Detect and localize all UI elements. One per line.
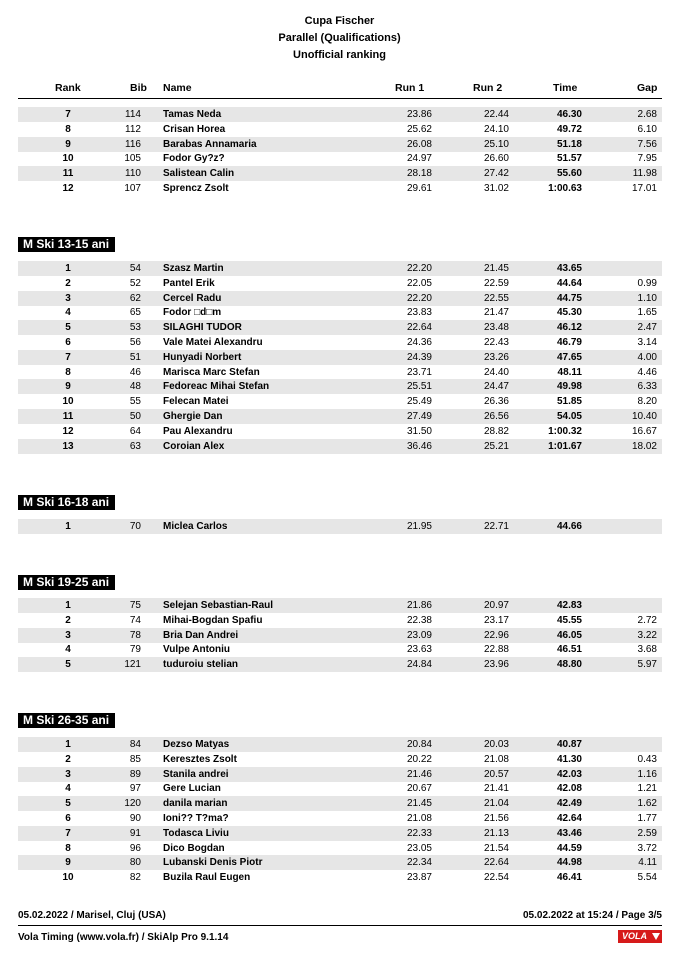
cell-bib: 54 <box>129 263 141 274</box>
cell-name: Szasz Martin <box>163 263 224 274</box>
cell-gap: 11.98 <box>632 168 657 180</box>
cell-run1: 22.64 <box>406 322 432 334</box>
cell-time: 51.18 <box>556 138 582 150</box>
table-row <box>18 107 662 122</box>
cell-bib: 50 <box>129 411 141 422</box>
cell-time: 46.41 <box>556 872 582 884</box>
cell-run1: 22.38 <box>406 614 432 626</box>
cell-name: Coroian Alex <box>163 440 225 452</box>
cell-rank: 8 <box>65 123 71 135</box>
cell-time: 42.08 <box>556 783 582 795</box>
cell-bib: 120 <box>124 798 141 810</box>
cell-bib: 75 <box>129 600 141 611</box>
cell-run2: 21.41 <box>483 783 509 795</box>
cell-gap: 6.33 <box>637 381 657 393</box>
cell-run1: 31.50 <box>406 425 432 437</box>
cell-bib: 116 <box>125 138 141 150</box>
cell-run1: 25.49 <box>406 396 432 408</box>
cell-rank: 10 <box>62 872 74 884</box>
cell-time: 44.59 <box>556 842 582 854</box>
cell-run2: 22.64 <box>483 857 509 869</box>
cell-name: danila marian <box>163 798 228 810</box>
cell-gap: 8.20 <box>637 396 657 408</box>
cell-run1: 36.46 <box>406 440 432 452</box>
cell-rank: 5 <box>65 798 71 810</box>
cell-time: 47.65 <box>556 351 582 363</box>
cell-bib: 51 <box>129 351 141 363</box>
table-row <box>18 350 662 365</box>
cell-time: 51.57 <box>556 153 582 165</box>
cell-rank: 8 <box>65 842 71 854</box>
cell-bib: 48 <box>129 381 141 393</box>
cell-rank: 4 <box>65 783 71 795</box>
cell-bib: 55 <box>129 396 141 408</box>
table-row <box>18 379 662 394</box>
cell-gap: 2.47 <box>637 322 657 334</box>
cell-gap: 3.68 <box>637 644 657 656</box>
cell-run1: 23.05 <box>406 842 432 854</box>
cell-run2: 23.17 <box>483 614 509 626</box>
cell-run2: 20.03 <box>483 739 509 750</box>
cell-bib: 64 <box>129 425 141 437</box>
cell-run2: 20.57 <box>483 768 509 780</box>
cell-time: 49.72 <box>556 123 582 135</box>
cell-time: 48.11 <box>557 366 582 378</box>
page-subtitle: Parallel (Qualifications) <box>278 32 401 44</box>
cell-run1: 22.34 <box>406 857 432 869</box>
cell-rank: 7 <box>65 351 71 363</box>
cell-run2: 20.97 <box>483 600 509 611</box>
cell-name: Dico Bogdan <box>163 842 225 854</box>
cell-gap: 0.43 <box>637 753 657 765</box>
cell-time: 46.30 <box>556 109 582 120</box>
ranking-status: Unofficial ranking <box>293 49 386 61</box>
cell-name: Selejan Sebastian-Raul <box>163 600 274 611</box>
cell-time: 42.83 <box>556 600 582 611</box>
cell-run1: 24.97 <box>406 153 432 165</box>
cell-name: Pantel Erik <box>163 277 215 289</box>
cell-rank: 11 <box>62 168 74 180</box>
cell-gap: 5.54 <box>637 872 657 884</box>
cell-bib: 79 <box>129 644 141 656</box>
cell-rank: 2 <box>65 614 71 626</box>
cell-name: Fodor Gy?z? <box>163 153 225 165</box>
footer-timestamp-page: 05.02.2022 at 15:24 / Page 3/5 <box>523 910 662 921</box>
cell-rank: 2 <box>65 753 71 765</box>
table-row <box>18 291 662 306</box>
cell-rank: 4 <box>65 644 71 656</box>
cell-time: 40.87 <box>556 739 582 750</box>
cell-time: 43.65 <box>556 263 582 274</box>
cell-rank: 10 <box>62 153 74 165</box>
cell-gap: 1.65 <box>637 307 657 319</box>
cell-rank: 12 <box>62 183 74 194</box>
cell-gap: 4.11 <box>638 857 657 869</box>
cell-gap: 17.01 <box>631 183 657 194</box>
cell-name: tuduroiu stelian <box>163 659 238 671</box>
cell-name: Bria Dan Andrei <box>163 629 239 641</box>
cell-gap: 1.77 <box>637 813 657 824</box>
cell-bib: 80 <box>129 857 141 869</box>
cell-time: 44.64 <box>556 277 582 289</box>
cell-run1: 20.67 <box>406 783 432 795</box>
table-row <box>18 122 662 137</box>
cell-name: Keresztes Zsolt <box>163 753 237 765</box>
cell-name: Crisan Horea <box>163 123 226 135</box>
cell-gap: 4.46 <box>637 366 657 378</box>
cell-bib: 65 <box>129 307 141 319</box>
footer-date-location: 05.02.2022 / Marisel, Cluj (USA) <box>18 910 166 921</box>
cell-rank: 7 <box>65 827 71 839</box>
cell-rank: 3 <box>65 768 71 780</box>
cell-bib: 90 <box>129 813 141 824</box>
cell-time: 46.51 <box>556 644 582 656</box>
cell-run2: 22.54 <box>483 872 509 884</box>
cell-rank: 1 <box>65 263 71 274</box>
cell-rank: 7 <box>65 109 71 120</box>
cell-gap: 18.02 <box>631 440 657 452</box>
cell-run2: 21.08 <box>483 753 509 765</box>
cell-run2: 24.47 <box>483 381 509 393</box>
cell-time: 1:01.67 <box>548 440 582 452</box>
cell-gap: 3.14 <box>637 337 657 348</box>
cell-bib: 96 <box>129 842 141 854</box>
cell-run2: 21.54 <box>483 842 509 854</box>
cell-name: SILAGHI TUDOR <box>163 322 242 334</box>
table-row <box>18 737 662 752</box>
cell-bib: 82 <box>129 872 141 884</box>
category-header: M Ski 26-35 ani <box>18 713 115 728</box>
cell-gap: 16.67 <box>631 425 657 437</box>
vola-logo-arrow-icon <box>652 933 660 940</box>
vola-logo: VOLA <box>618 930 662 943</box>
cell-bib: 105 <box>124 153 141 165</box>
cell-name: Todasca Liviu <box>163 827 229 839</box>
cell-time: 49.98 <box>556 381 582 393</box>
cell-run2: 26.56 <box>483 411 509 422</box>
cell-gap: 1.62 <box>637 798 657 810</box>
footer-divider <box>18 925 662 926</box>
cell-run2: 25.21 <box>483 440 509 452</box>
column-header-rank: Rank <box>55 82 81 94</box>
cell-run1: 20.84 <box>406 739 432 750</box>
table-row <box>18 181 662 196</box>
cell-run2: 23.26 <box>483 351 509 363</box>
cell-rank: 1 <box>65 600 71 611</box>
cell-run2: 22.88 <box>483 644 509 656</box>
cell-gap: 2.59 <box>637 827 657 839</box>
cell-time: 45.55 <box>556 614 582 626</box>
cell-run2: 24.40 <box>483 366 509 378</box>
cell-name: Ghergie Dan <box>163 411 223 422</box>
cell-run2: 26.60 <box>483 153 509 165</box>
table-row <box>18 613 662 628</box>
page-title: Cupa Fischer <box>304 15 375 27</box>
cell-bib: 70 <box>129 521 141 532</box>
cell-time: 51.85 <box>556 396 582 408</box>
cell-bib: 91 <box>129 827 141 839</box>
cell-bib: 63 <box>129 440 141 452</box>
table-row <box>18 811 662 826</box>
cell-name: Miclea Carlos <box>163 521 228 532</box>
cell-gap: 3.72 <box>637 842 657 854</box>
column-header-bib: Bib <box>130 82 147 94</box>
cell-name: Lubanski Denis Piotr <box>163 857 263 869</box>
cell-time: 45.30 <box>556 307 582 319</box>
cell-run1: 23.63 <box>406 644 432 656</box>
cell-run1: 27.49 <box>406 411 432 422</box>
cell-gap: 3.22 <box>637 629 657 641</box>
category-header: M Ski 19-25 ani <box>18 575 115 590</box>
cell-name: Fedoreac Mihai Stefan <box>163 381 270 393</box>
cell-run1: 21.86 <box>406 600 432 611</box>
cell-run2: 22.44 <box>483 109 509 120</box>
cell-run2: 23.96 <box>483 659 509 671</box>
table-row <box>18 870 662 885</box>
table-row <box>18 855 662 870</box>
column-header-name: Name <box>163 82 192 94</box>
cell-name: Felecan Matei <box>163 396 229 408</box>
table-row <box>18 166 662 181</box>
cell-run1: 20.22 <box>406 753 432 765</box>
table-row <box>18 261 662 276</box>
cell-name: Barabas Annamaria <box>163 138 257 150</box>
cell-gap: 6.10 <box>637 123 657 135</box>
cell-gap: 7.56 <box>637 138 657 150</box>
cell-bib: 74 <box>129 614 141 626</box>
cell-rank: 8 <box>65 366 71 378</box>
cell-gap: 0.99 <box>637 277 657 289</box>
cell-run2: 21.45 <box>483 263 509 274</box>
cell-rank: 10 <box>62 396 74 408</box>
cell-run1: 22.20 <box>406 263 432 274</box>
cell-rank: 9 <box>65 857 71 869</box>
cell-run2: 21.56 <box>483 813 509 824</box>
cell-run2: 28.82 <box>483 425 509 437</box>
cell-name: Vale Matei Alexandru <box>163 337 263 348</box>
cell-time: 55.60 <box>556 168 582 180</box>
cell-rank: 1 <box>65 739 71 750</box>
cell-time: 46.79 <box>556 337 582 348</box>
cell-time: 44.75 <box>556 292 582 304</box>
table-row <box>18 519 662 534</box>
table-row <box>18 394 662 409</box>
cell-run1: 22.05 <box>406 277 432 289</box>
cell-rank: 2 <box>65 277 71 289</box>
cell-name: Gere Lucian <box>163 783 221 795</box>
cell-run1: 25.51 <box>406 381 432 393</box>
table-row <box>18 796 662 811</box>
cell-name: Salistean Calin <box>163 168 235 180</box>
cell-time: 46.05 <box>556 629 582 641</box>
table-row <box>18 137 662 152</box>
cell-rank: 5 <box>65 659 71 671</box>
cell-name: Stanila andrei <box>163 768 229 780</box>
cell-time: 1:00.63 <box>548 183 582 194</box>
cell-run1: 24.84 <box>406 659 432 671</box>
cell-run2: 22.59 <box>483 277 509 289</box>
cell-time: 1:00.32 <box>548 425 582 437</box>
cell-run1: 26.08 <box>406 138 432 150</box>
cell-gap: 1.16 <box>637 768 657 780</box>
cell-name: Fodor □d□m <box>163 307 222 319</box>
table-row <box>18 439 662 454</box>
cell-run2: 21.13 <box>483 827 509 839</box>
cell-run1: 21.08 <box>406 813 432 824</box>
cell-run1: 23.71 <box>406 366 432 378</box>
cell-run1: 21.46 <box>406 768 432 780</box>
column-header-time: Time <box>553 82 578 94</box>
cell-gap: 2.68 <box>637 109 657 120</box>
table-row <box>18 335 662 350</box>
cell-rank: 3 <box>65 629 71 641</box>
cell-bib: 62 <box>129 292 141 304</box>
cell-run2: 26.36 <box>483 396 509 408</box>
cell-time: 43.46 <box>556 827 582 839</box>
cell-rank: 5 <box>65 322 71 334</box>
cell-run2: 31.02 <box>483 183 509 194</box>
cell-rank: 9 <box>65 138 71 150</box>
cell-gap: 2.72 <box>637 614 657 626</box>
cell-bib: 107 <box>124 183 141 194</box>
cell-run2: 22.43 <box>483 337 509 348</box>
table-row <box>18 752 662 767</box>
cell-run1: 23.87 <box>406 872 432 884</box>
table-row <box>18 409 662 424</box>
cell-gap: 1.10 <box>637 292 657 304</box>
cell-bib: 53 <box>129 322 141 334</box>
cell-time: 48.80 <box>556 659 582 671</box>
cell-bib: 56 <box>129 337 141 348</box>
cell-bib: 97 <box>129 783 141 795</box>
header-divider <box>18 98 662 99</box>
cell-run1: 24.39 <box>406 351 432 363</box>
cell-bib: 110 <box>125 168 141 180</box>
cell-run2: 22.96 <box>483 629 509 641</box>
cell-time: 42.49 <box>556 798 582 810</box>
cell-name: Cercel Radu <box>163 292 222 304</box>
cell-run2: 21.47 <box>483 307 509 319</box>
table-row <box>18 320 662 335</box>
cell-time: 46.12 <box>556 322 582 334</box>
cell-run1: 28.18 <box>406 168 432 180</box>
cell-bib: 114 <box>125 109 141 120</box>
category-header: M Ski 16-18 ani <box>18 495 115 510</box>
cell-rank: 4 <box>65 307 71 319</box>
table-row <box>18 767 662 782</box>
cell-run1: 29.61 <box>406 183 432 194</box>
cell-time: 44.66 <box>556 521 582 532</box>
cell-name: Buzila Raul Eugen <box>163 872 251 884</box>
table-row <box>18 598 662 613</box>
cell-run2: 22.55 <box>483 292 509 304</box>
table-row <box>18 305 662 320</box>
cell-name: Dezso Matyas <box>163 739 230 750</box>
cell-name: Vulpe Antoniu <box>163 644 231 656</box>
cell-rank: 11 <box>62 411 74 422</box>
cell-name: Tamas Neda <box>163 109 222 120</box>
cell-name: Pau Alexandru <box>163 425 233 437</box>
cell-time: 54.05 <box>556 411 582 422</box>
cell-run1: 22.33 <box>406 827 432 839</box>
table-row <box>18 628 662 643</box>
cell-run2: 23.48 <box>483 322 509 334</box>
cell-bib: 46 <box>129 366 141 378</box>
category-header: M Ski 13-15 ani <box>18 237 115 252</box>
cell-gap: 10.40 <box>631 411 657 422</box>
cell-rank: 9 <box>65 381 71 393</box>
cell-bib: 52 <box>129 277 141 289</box>
table-row <box>18 841 662 856</box>
cell-run2: 25.10 <box>483 138 509 150</box>
cell-run2: 27.42 <box>483 168 509 180</box>
cell-run2: 21.04 <box>483 798 509 810</box>
column-header-run1: Run 1 <box>395 82 425 94</box>
cell-run1: 21.95 <box>406 521 432 532</box>
cell-run2: 22.71 <box>483 521 509 532</box>
cell-time: 41.30 <box>556 753 582 765</box>
table-row <box>18 642 662 657</box>
cell-name: Hunyadi Norbert <box>163 351 242 363</box>
cell-time: 42.03 <box>556 768 582 780</box>
cell-bib: 85 <box>129 753 141 765</box>
cell-run1: 21.45 <box>406 798 432 810</box>
cell-run1: 23.83 <box>406 307 432 319</box>
cell-run1: 23.09 <box>406 629 432 641</box>
cell-bib: 84 <box>129 739 141 750</box>
cell-bib: 78 <box>129 629 141 641</box>
cell-rank: 13 <box>62 440 74 452</box>
table-row <box>18 826 662 841</box>
cell-gap: 5.97 <box>637 659 657 671</box>
cell-gap: 4.00 <box>637 351 657 363</box>
cell-run1: 23.86 <box>406 109 432 120</box>
cell-run1: 24.36 <box>406 337 432 348</box>
cell-name: Ioni?? T?ma? <box>163 813 229 824</box>
table-row <box>18 424 662 439</box>
cell-run1: 25.62 <box>406 123 432 135</box>
cell-rank: 6 <box>65 813 71 824</box>
column-header-gap: Gap <box>637 82 658 94</box>
cell-time: 42.64 <box>556 813 582 824</box>
cell-name: Marisca Marc Stefan <box>163 366 260 378</box>
cell-name: Mihai-Bogdan Spafiu <box>163 614 263 626</box>
table-row <box>18 276 662 291</box>
table-row <box>18 151 662 166</box>
cell-bib: 121 <box>124 659 141 671</box>
cell-run2: 24.10 <box>483 123 509 135</box>
footer-credit: Vola Timing (www.vola.fr) / SkiAlp Pro 9.1.14 <box>18 932 229 943</box>
cell-rank: 1 <box>65 521 71 532</box>
cell-bib: 112 <box>125 123 141 135</box>
cell-rank: 3 <box>65 292 71 304</box>
table-row <box>18 657 662 672</box>
table-row <box>18 365 662 380</box>
table-row <box>18 781 662 796</box>
cell-time: 44.98 <box>556 857 582 869</box>
cell-gap: 1.21 <box>637 783 657 795</box>
cell-bib: 89 <box>129 768 141 780</box>
column-header-run2: Run 2 <box>473 82 503 94</box>
cell-run1: 22.20 <box>406 292 432 304</box>
cell-gap: 7.95 <box>637 153 657 165</box>
cell-name: Sprencz Zsolt <box>163 183 229 194</box>
cell-rank: 6 <box>65 337 71 348</box>
cell-rank: 12 <box>62 425 74 437</box>
